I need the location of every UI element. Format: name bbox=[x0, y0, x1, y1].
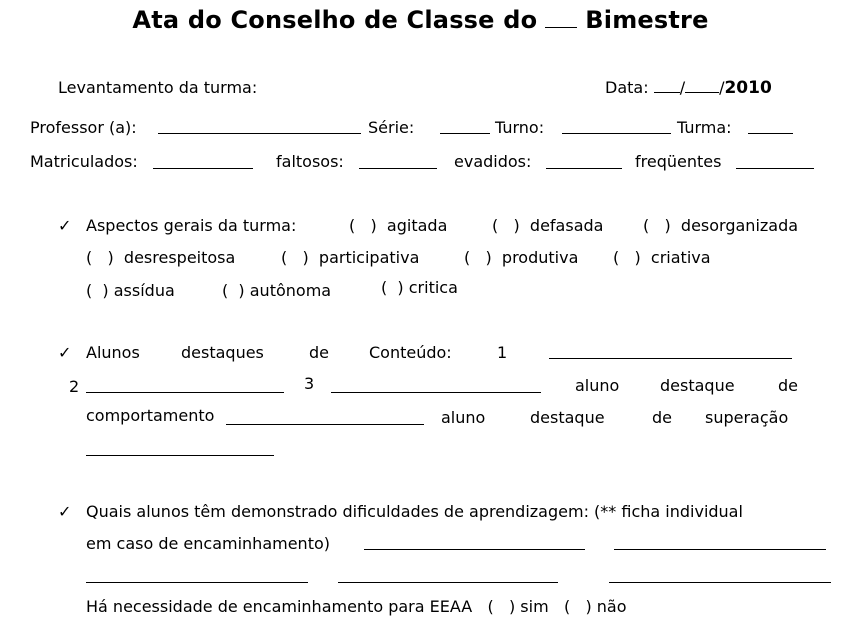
nao-label: não bbox=[596, 597, 627, 616]
option-label: desorganizada bbox=[680, 216, 799, 235]
turno-label: Turno: bbox=[495, 118, 545, 137]
date-field: Data: / /2010 bbox=[605, 78, 772, 98]
destaques-word: superação bbox=[705, 408, 789, 427]
serie-label: Série: bbox=[368, 118, 415, 137]
option-label: assídua bbox=[113, 281, 175, 300]
dificuldades-label-2: em caso de encaminhamento) bbox=[86, 534, 330, 553]
option-label: criativa bbox=[650, 248, 711, 267]
destaque-number-3: 3 bbox=[304, 374, 315, 393]
option-criativa[interactable]: ( ) criativa bbox=[613, 248, 711, 267]
checkmark-icon: ✓ bbox=[58, 502, 72, 521]
dificuldades-blank-1[interactable] bbox=[364, 549, 585, 550]
destaque-3-blank[interactable] bbox=[331, 392, 541, 393]
option-agitada[interactable]: ( ) agitada bbox=[349, 216, 448, 235]
destaques-word: de bbox=[652, 408, 672, 427]
option-label: critica bbox=[408, 278, 458, 297]
professor-blank[interactable] bbox=[158, 133, 361, 134]
faltosos-label: faltosos: bbox=[276, 152, 344, 171]
aspectos-label: Aspectos gerais da turma: bbox=[86, 216, 297, 235]
option-assidua[interactable]: ( ) assídua bbox=[86, 281, 175, 300]
title-before: Ata do Conselho de Classe do bbox=[132, 6, 538, 34]
checkmark-icon: ✓ bbox=[58, 216, 72, 235]
title-after: Bimestre bbox=[585, 6, 709, 34]
eeaa-question bbox=[86, 597, 627, 616]
option-label: desrespeitosa bbox=[123, 248, 236, 267]
comportamento-label: comportamento bbox=[86, 406, 215, 425]
option-critica[interactable]: ( ) critica bbox=[381, 278, 458, 297]
destaques-word: de bbox=[309, 343, 329, 362]
comportamento-blank[interactable] bbox=[226, 424, 424, 425]
page-title bbox=[0, 6, 841, 34]
destaques-word: aluno bbox=[575, 376, 620, 395]
eeaa-label: Há necessidade de encaminhamento para EEAA bbox=[86, 597, 473, 616]
faltosos-blank[interactable] bbox=[359, 168, 437, 169]
option-desorganizada[interactable]: ( ) desorganizada bbox=[643, 216, 799, 235]
evadidos-blank[interactable] bbox=[546, 168, 622, 169]
turma-blank[interactable] bbox=[748, 133, 793, 134]
option-label: participativa bbox=[318, 248, 420, 267]
matriculados-label: Matriculados: bbox=[30, 152, 138, 171]
destaques-word: Alunos bbox=[86, 343, 140, 362]
option-label: agitada bbox=[386, 216, 448, 235]
destaque-2-blank[interactable] bbox=[86, 392, 284, 393]
dificuldades-blank-4[interactable] bbox=[338, 582, 558, 583]
option-label: autônoma bbox=[249, 281, 332, 300]
option-label: defasada bbox=[529, 216, 604, 235]
matriculados-blank[interactable] bbox=[153, 168, 253, 169]
option-sim[interactable]: ( ) sim bbox=[477, 597, 549, 616]
option-produtiva[interactable]: ( ) produtiva bbox=[464, 248, 579, 267]
serie-blank[interactable] bbox=[440, 133, 490, 134]
destaques-word: Conteúdo: bbox=[369, 343, 452, 362]
destaques-word: de bbox=[778, 376, 798, 395]
destaque-number-1: 1 bbox=[497, 343, 508, 362]
destaques-word: destaque bbox=[660, 376, 735, 395]
destaques-word: aluno bbox=[441, 408, 486, 427]
destaques-word: destaque bbox=[530, 408, 605, 427]
date-label: Data: bbox=[605, 78, 649, 97]
dificuldades-blank-2[interactable] bbox=[614, 549, 826, 550]
option-autonoma[interactable]: ( ) autônoma bbox=[222, 281, 332, 300]
frequentes-blank[interactable] bbox=[736, 168, 814, 169]
destaques-word: destaques bbox=[181, 343, 264, 362]
dificuldades-blank-5[interactable] bbox=[609, 582, 831, 583]
turno-blank[interactable] bbox=[562, 133, 671, 134]
date-month-blank[interactable] bbox=[685, 92, 719, 93]
option-label: produtiva bbox=[501, 248, 579, 267]
checkmark-icon: ✓ bbox=[58, 343, 72, 362]
option-defasada[interactable]: ( ) defasada bbox=[492, 216, 604, 235]
destaque-1-blank[interactable] bbox=[549, 358, 792, 359]
date-day-blank[interactable] bbox=[654, 92, 680, 93]
option-participativa[interactable]: ( ) participativa bbox=[281, 248, 420, 267]
bimestre-blank[interactable] bbox=[545, 27, 577, 28]
sim-label: sim bbox=[520, 597, 549, 616]
levantamento-label: Levantamento da turma: bbox=[58, 78, 258, 97]
superacao-blank[interactable] bbox=[86, 455, 274, 456]
option-nao[interactable]: ( ) não bbox=[553, 597, 627, 616]
dificuldades-blank-3[interactable] bbox=[86, 582, 308, 583]
turma-label: Turma: bbox=[677, 118, 732, 137]
evadidos-label: evadidos: bbox=[454, 152, 532, 171]
option-desrespeitosa[interactable]: ( ) desrespeitosa bbox=[86, 248, 236, 267]
frequentes-label: freqüentes bbox=[635, 152, 722, 171]
professor-label: Professor (a): bbox=[30, 118, 137, 137]
date-year: 2010 bbox=[724, 78, 772, 98]
destaque-number-2: 2 bbox=[69, 377, 80, 396]
dificuldades-label: Quais alunos têm demonstrado dificuldades de aprendizagem: (** ficha individual bbox=[86, 502, 743, 521]
